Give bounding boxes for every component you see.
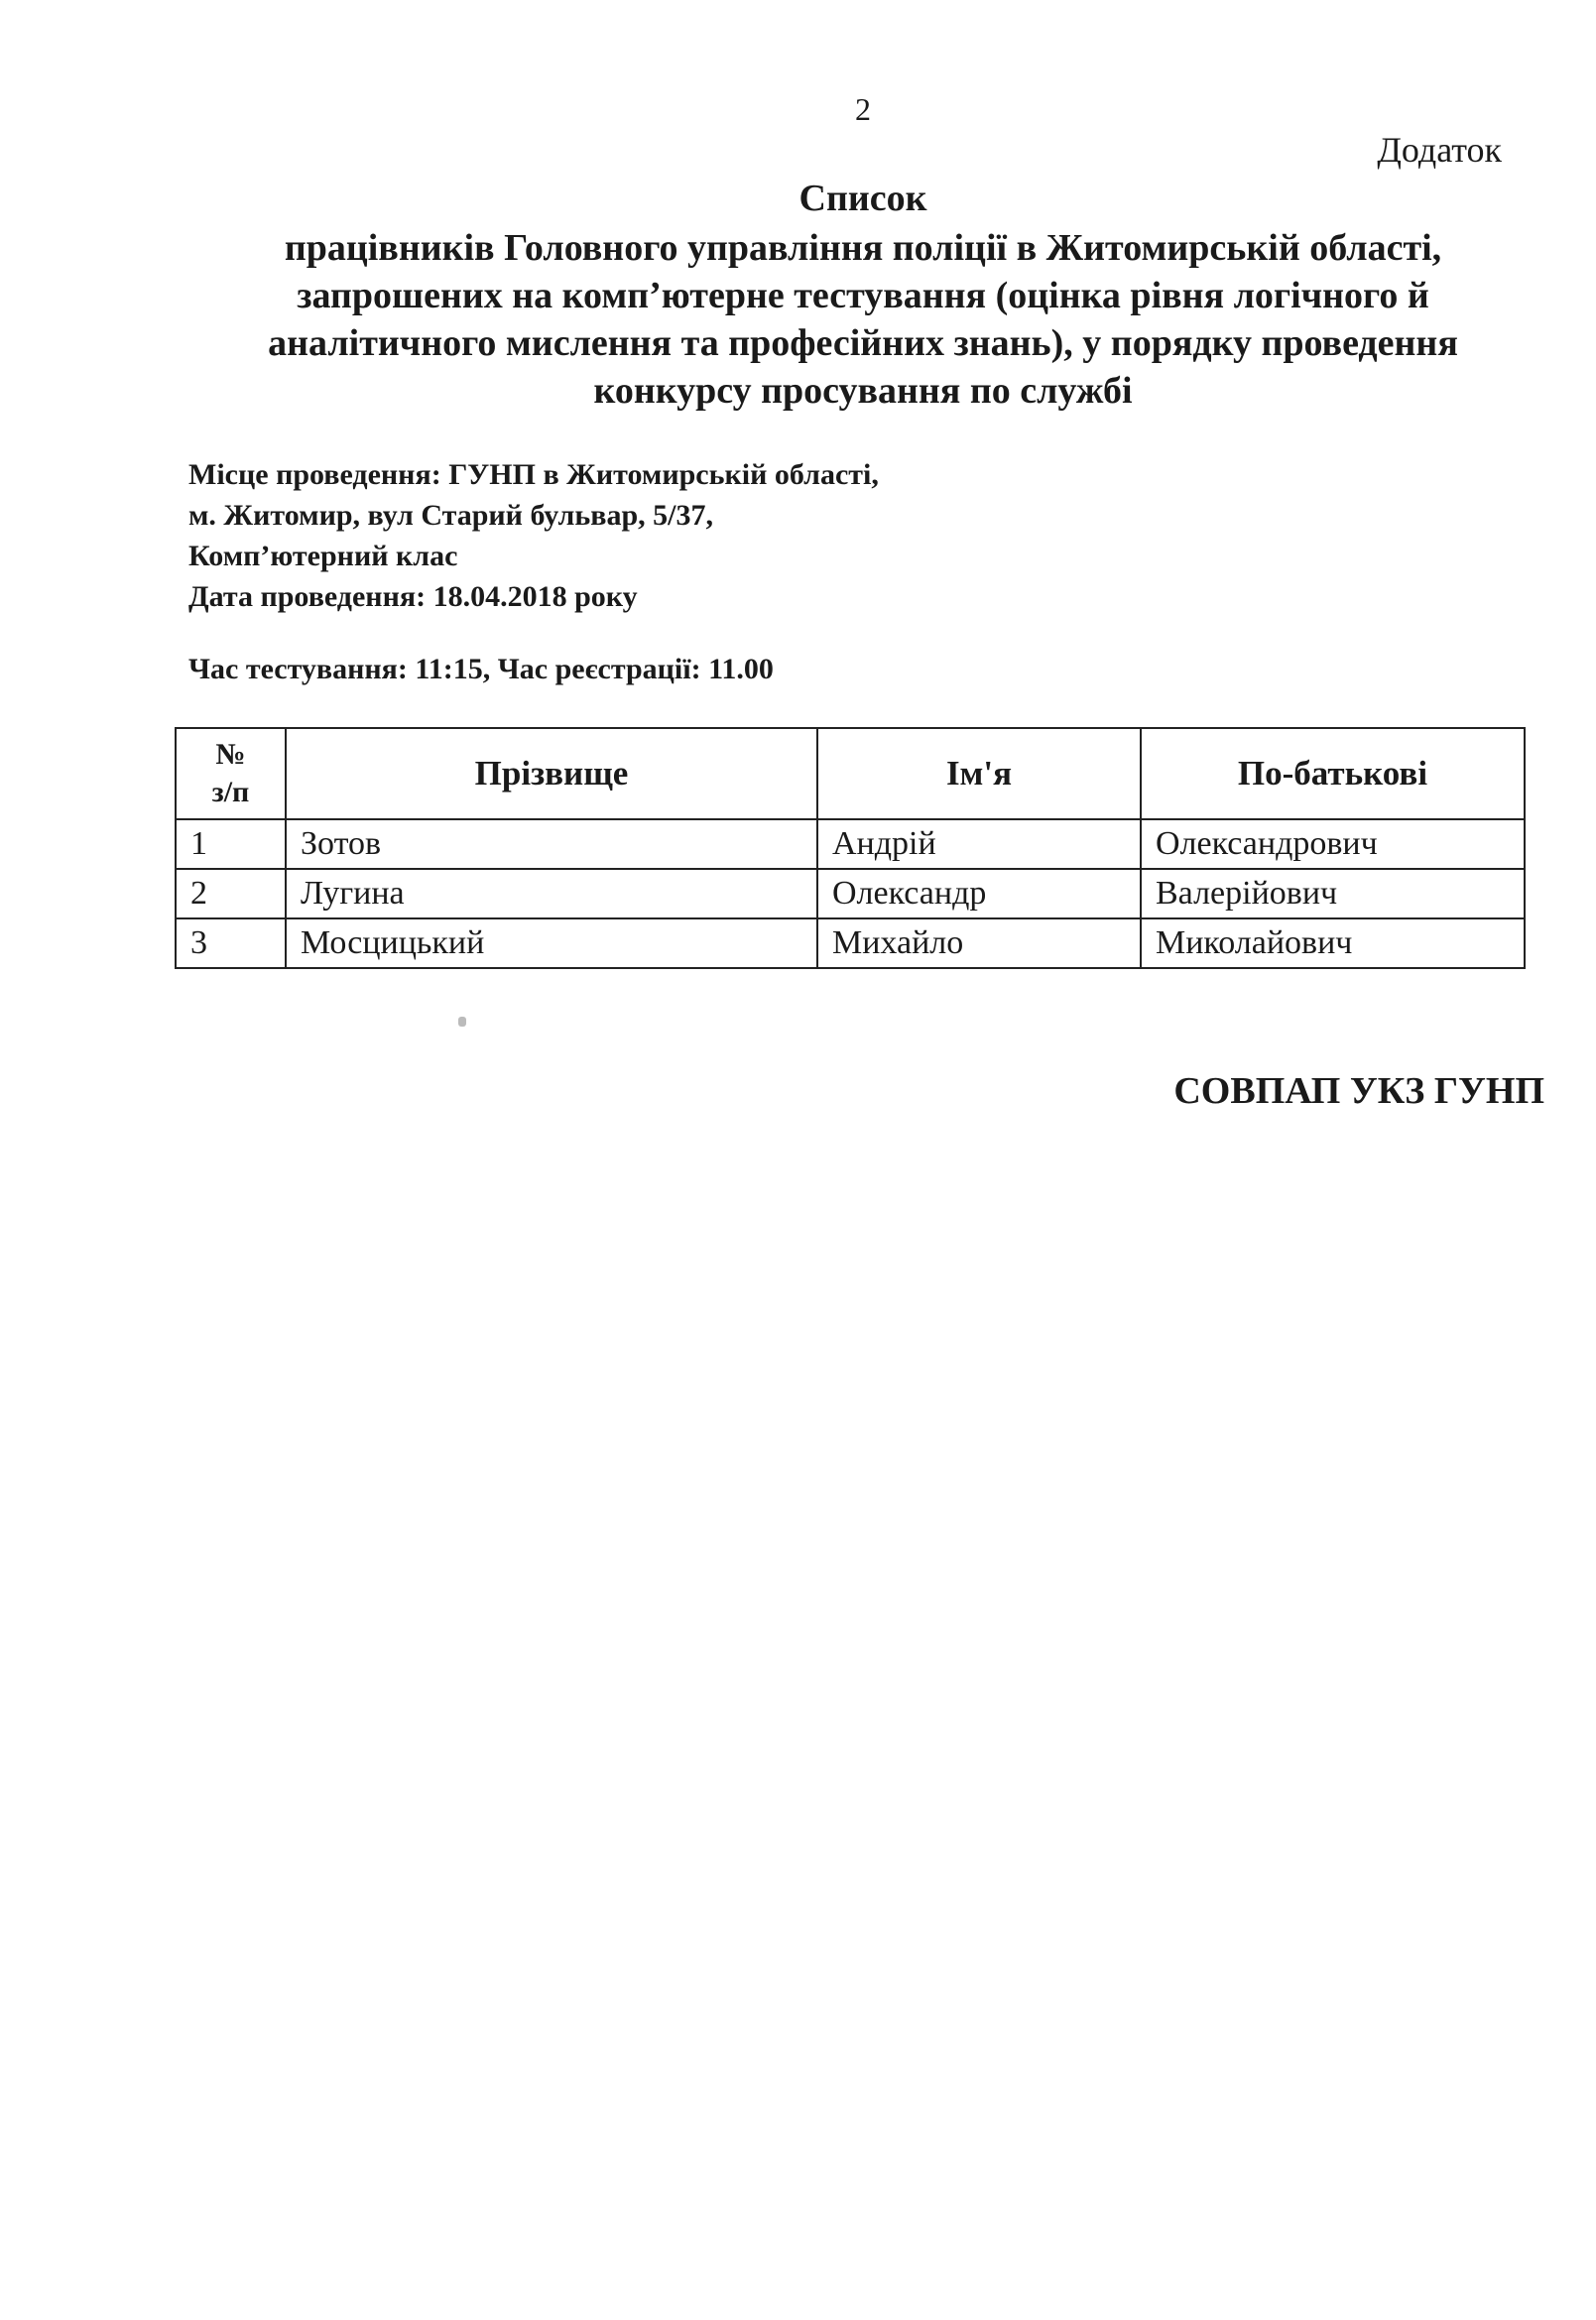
subtitle-line: запрошених на комп’ютерне тестування (оцінка рівня логічного й (297, 275, 1429, 316)
venue-line: Місце проведення: ГУНП в Житомирській області, (188, 458, 879, 491)
testing-time: Час тестування: 11:15, Час реєстрації: 11.00 (188, 653, 774, 685)
cell-name: Андрій (817, 819, 1141, 869)
cell-surname: Зотов (286, 819, 817, 869)
signature-block: СОВПАП УКЗ ГУНП (1173, 1070, 1544, 1112)
header-number-abbr: з/п (211, 776, 250, 808)
venue-info (188, 454, 879, 617)
header-number-symbol: № (215, 738, 246, 771)
header-name: Ім'я (817, 728, 1141, 819)
header-number (176, 728, 286, 819)
page-number: 2 (855, 91, 871, 127)
cell-patronymic: Валерійович (1141, 869, 1525, 918)
table-row (176, 918, 1525, 968)
cell-patronymic: Олександрович (1141, 819, 1525, 869)
cell-number: 2 (176, 869, 286, 918)
participants-table (175, 727, 1526, 969)
header-surname: Прізвище (286, 728, 817, 819)
cell-name: Михайло (817, 918, 1141, 968)
table-header-row (176, 728, 1525, 819)
table-row (176, 819, 1525, 869)
scan-speck (458, 1017, 466, 1027)
cell-number: 1 (176, 819, 286, 869)
cell-number: 3 (176, 918, 286, 968)
subtitle-line: аналітичного мислення та професійних знань), у порядку проведення (268, 322, 1458, 364)
document-subtitle (198, 224, 1528, 415)
cell-patronymic: Миколайович (1141, 918, 1525, 968)
room-line: Комп’ютерний клас (188, 540, 458, 572)
address-line: м. Житомир, вул Старий бульвар, 5/37, (188, 499, 713, 532)
subtitle-line: конкурсу просування по службі (593, 370, 1133, 412)
cell-surname: Лугина (286, 869, 817, 918)
cell-surname: Мосцицький (286, 918, 817, 968)
header-patronymic: По-батькові (1141, 728, 1525, 819)
table-row (176, 869, 1525, 918)
cell-name: Олександр (817, 869, 1141, 918)
subtitle-line: працівників Головного управління поліції в Житомирській області, (284, 227, 1442, 269)
date-line: Дата проведення: 18.04.2018 року (188, 580, 638, 613)
document-title: Список (798, 178, 927, 219)
appendix-label: Додаток (1377, 130, 1502, 170)
